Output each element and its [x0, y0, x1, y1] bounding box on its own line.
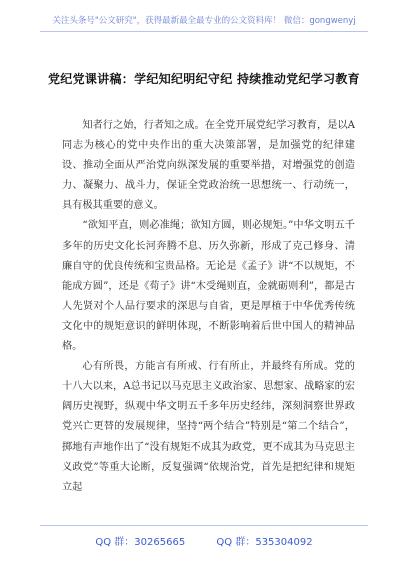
paragraph: 知者行之始，行者知之成。在全党开展党纪学习教育，是以A同志为核心的党中央作出的重大决策部署，是加强党的纪律建设、推动全面从严治党向纵深发展的重要举措，对增强党的创造力、凝聚力、战斗力，保证全党政治统一思想统一、行动统一，具有极其重要的意义。: [62, 120, 355, 212]
footer: [0, 533, 408, 548]
header-note: 关注头条号"公文研究"，获得最新最全最专业的公文资料库！ 微信：gongwenyj: [52, 16, 356, 26]
document-title: 党纪党课讲稿：学纪知纪明纪守纪 持续推动党纪学习教育: [48, 72, 360, 86]
paragraph: “欲知平直，则必准绳；欲知方圆，则必规矩。”中华文明五千多年的历史文化长河奔腾不息、历久弥新，形成了克己修身、清廉自守的优良传统和宝贵品格。无论是《孟子》讲“不以规矩，不能成方圆”，还是《荀子》讲“木受绳则直，金就砺则利”，都是古人先贤对个人品行要求的深思与自省，更是厚植于中华优秀传统文化中的规矩意识的鲜明体现，不断影响着后世中国人的精神品格。: [62, 220, 355, 353]
qq-group-2: QQ 群：535304092: [216, 537, 313, 548]
paragraph: 心有所畏，方能言有所戒、行有所止，并最终有所成。党的十八大以来，A总书记以马克思主义政治家、思想家、战略家的宏阔历史视野，纵观中华文明五千多年历史经纬，深刻洞察世界政党兴亡更替的发展规律，坚持“两个结合”特别是“第二个结合”，掷地有声地作出了“没有规矩不成其为政党，更不成其为马克思主义政党”等重大论断，反复强调“依规治党，首先是把纪律和规矩立起: [62, 361, 355, 493]
qq-group-1: QQ 群：30265665: [95, 537, 186, 548]
footer-divider: [40, 525, 368, 526]
header-divider: [40, 31, 368, 32]
document-body: [62, 116, 355, 498]
